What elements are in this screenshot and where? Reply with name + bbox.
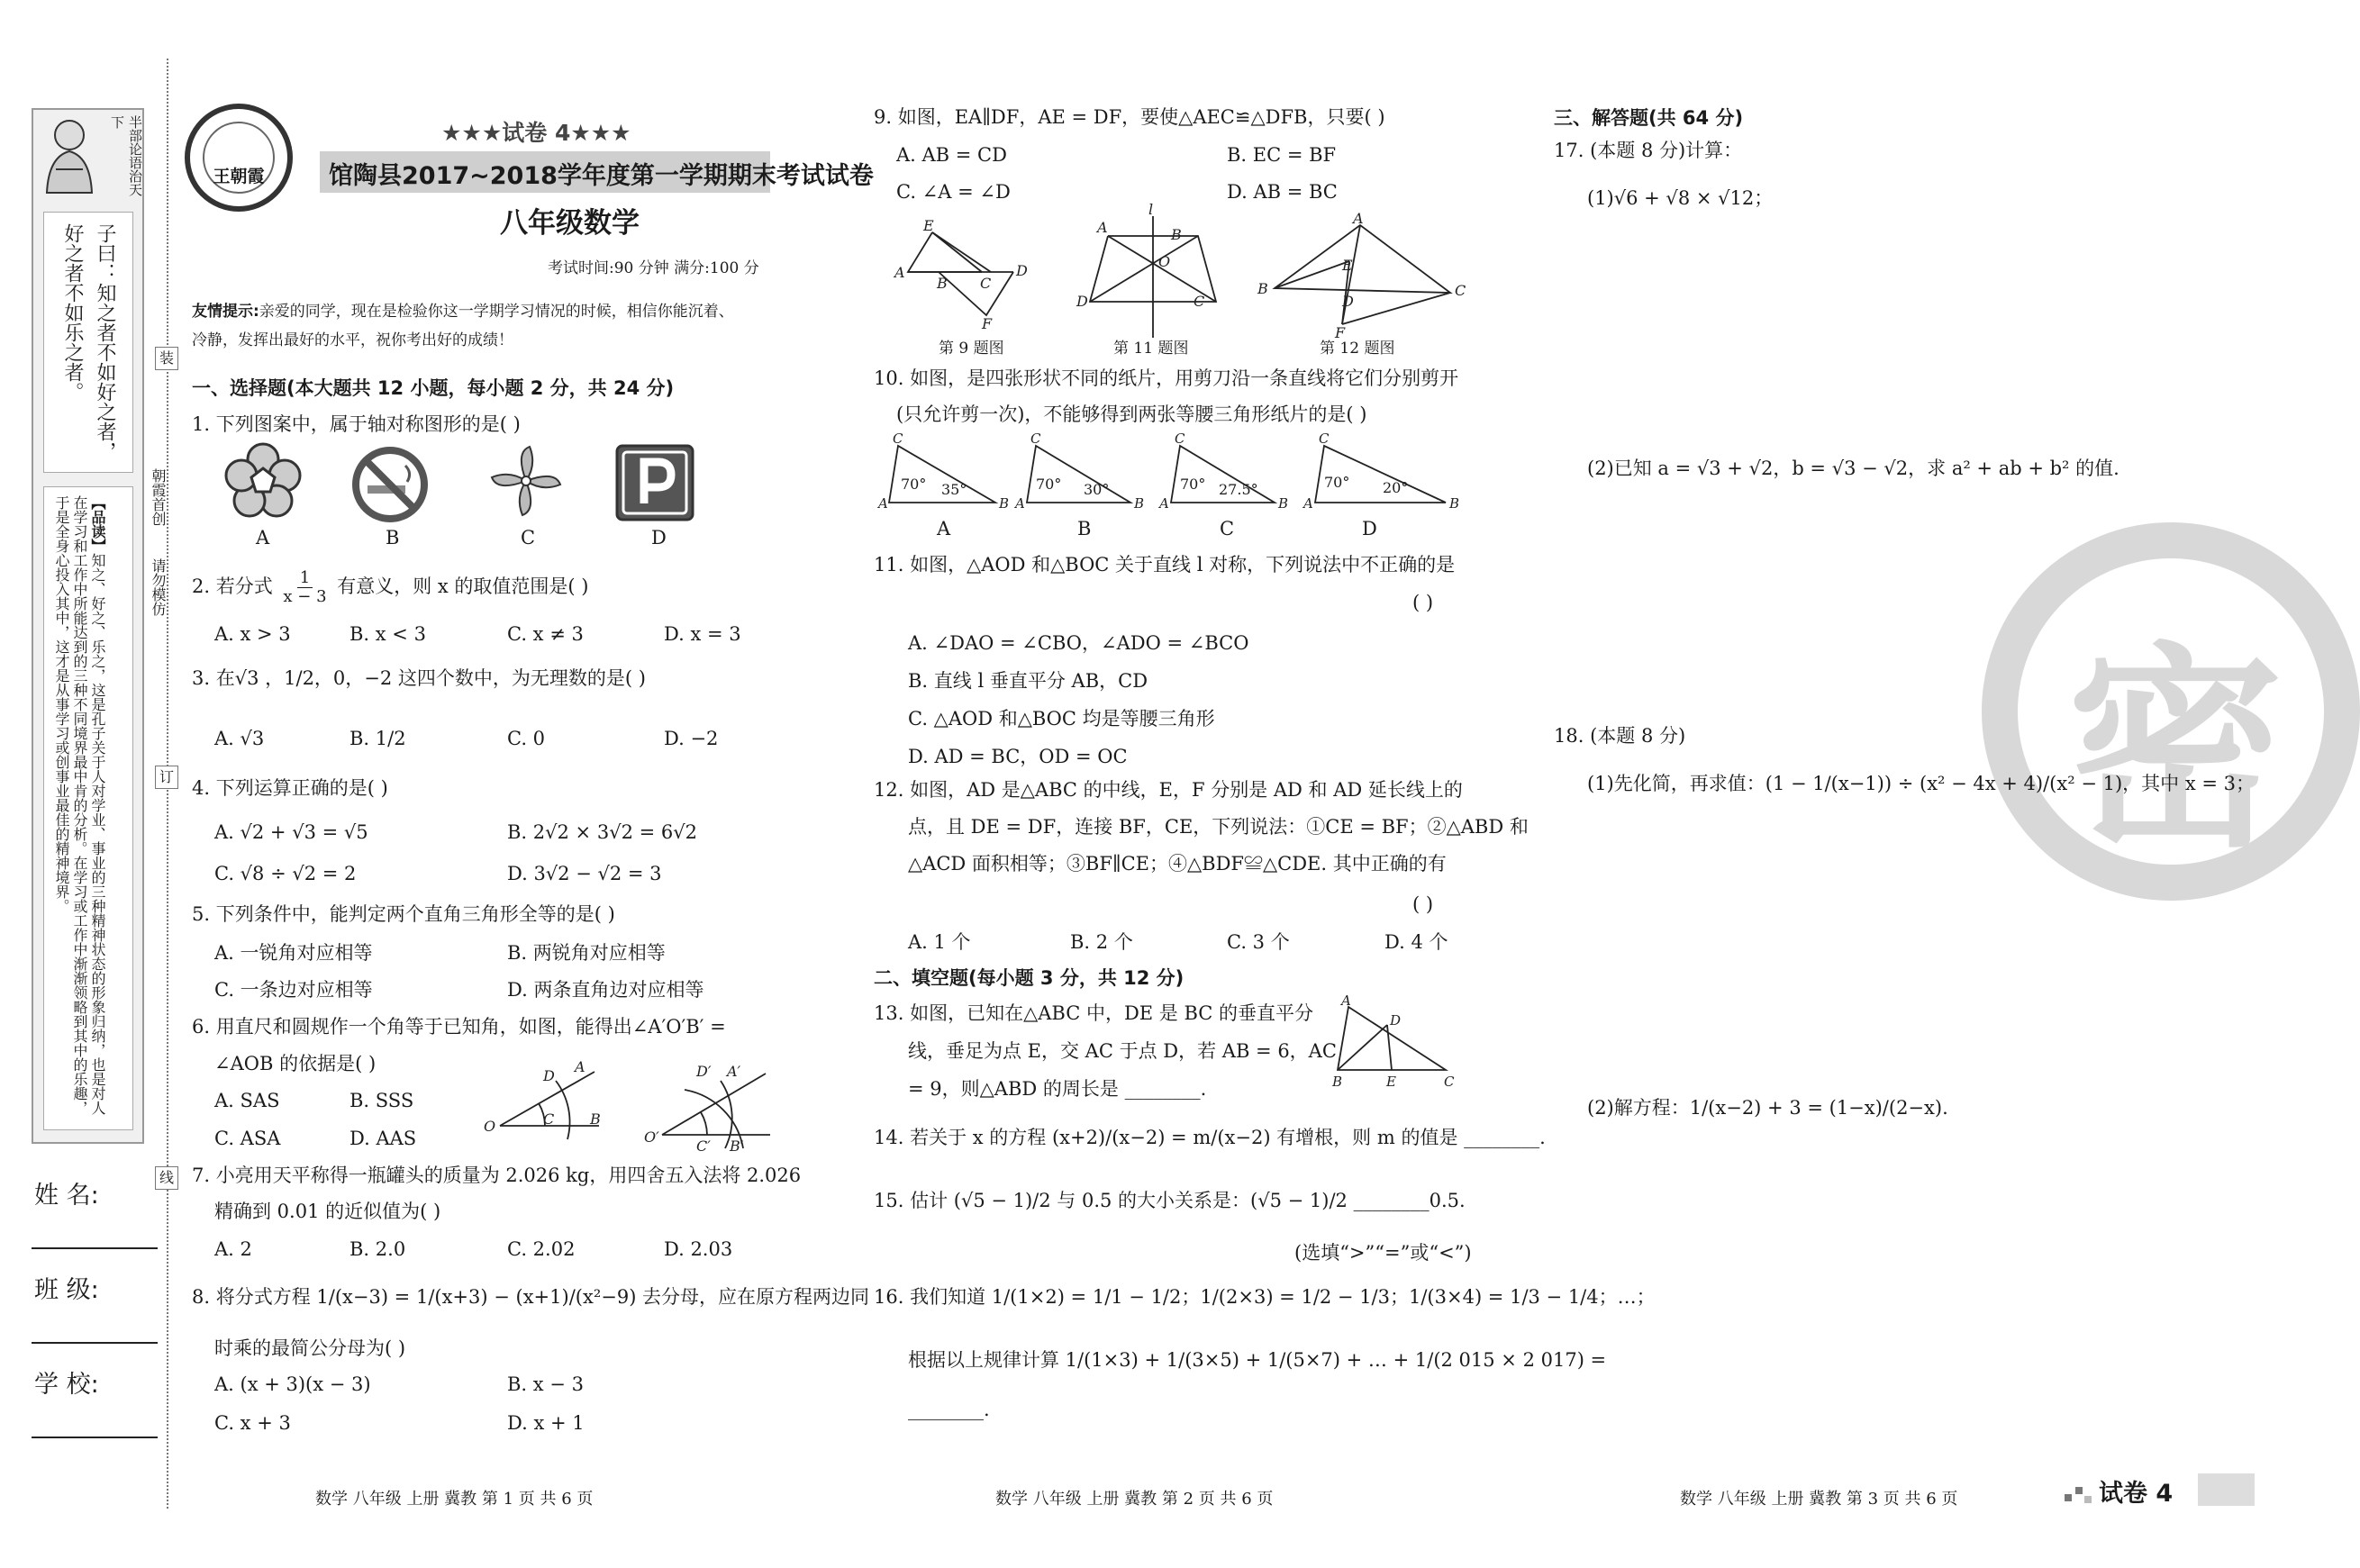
q8-option-c[interactable]: C. x + 3 [214,1412,291,1434]
q9-text: 9. 如图，EA∥DF，AE = DF，要使△AEC≌△DFB，只要( ) [874,106,1385,128]
svg-text:E: E [1342,257,1353,274]
q1-figure-d [615,444,694,526]
q4-option-a[interactable]: A. √2 + √3 = √5 [214,821,368,843]
svg-text:A: A [1353,210,1364,227]
q3-option-b[interactable]: B. 1/2 [349,728,406,749]
svg-text:O: O [484,1118,496,1135]
side-note-2: 请勿模仿 [150,558,167,616]
q5-option-d[interactable]: D. 两条直角边对应相等 [507,979,704,1001]
name-label: 姓 名: [34,1182,99,1210]
q7-option-b[interactable]: B. 2.0 [349,1238,406,1260]
q10-text-2: (只允许剪一次)，不能够得到两张等腰三角形纸片的是( ) [896,403,1367,425]
q6-option-d[interactable]: D. AAS [349,1128,417,1149]
side-note-1: 朝霞首创 [150,468,167,526]
q1-figure-c [488,443,564,523]
parking-sign-icon [615,444,694,521]
q12-paren: ( ) [1412,893,1434,915]
q3-option-c[interactable]: C. 0 [507,728,546,749]
q11-paren: ( ) [1412,592,1434,613]
svg-text:C: C [980,275,992,292]
svg-text:A: A [575,1058,585,1075]
logo [185,104,293,212]
footer-page-3: 数学 八年级 上册 冀教 第 3 页 共 6 页 [1680,1490,1958,1509]
svg-text:B: B [1449,495,1460,512]
q13-text-2: 线，垂足为点 E，交 AC 于点 D，若 AB = 6，AC [908,1040,1337,1062]
pinwheel-icon [488,443,564,519]
q10-angle-b2: 30° [1084,481,1110,498]
svg-text:C: C [543,1110,555,1128]
friendly-tip [192,297,804,355]
q9-option-c[interactable]: C. ∠A = ∠D [896,181,1011,203]
q11-option-d[interactable]: D. AD = BC，OD = OC [908,746,1128,767]
q18-heading: 18. (本题 8 分) [1554,725,1686,747]
svg-text:B: B [1134,495,1145,512]
q10-angle-c2: 27.5° [1219,481,1258,498]
q10-angle-b1: 70° [1036,476,1062,493]
q10-angle-a1: 70° [901,476,927,493]
q13-figure [1329,992,1464,1092]
svg-text:C: C [1175,431,1185,447]
tip-text-2: 冷静，发挥出最好的水平，祝你考出好的成绩！ [192,331,513,349]
q10-label-a: A [937,518,951,539]
q4-option-c[interactable]: C. √8 ÷ √2 = 2 [214,863,357,884]
q9-option-d[interactable]: D. AB = BC [1227,181,1338,203]
q1-figure-a [225,443,301,523]
q15-hint: (选填“>”“=”或“<”) [1294,1242,1472,1264]
q6-option-b[interactable]: B. SSS [349,1090,414,1111]
q11-option-a[interactable]: A. ∠DAO = ∠CBO，∠ADO = ∠BCO [908,632,1249,654]
svg-text:E: E [1386,1074,1396,1090]
q7-text-2: 精确到 0.01 的近似值为( ) [214,1201,441,1222]
svg-text:A: A [1303,495,1313,512]
svg-text:l: l [1148,201,1154,218]
q12-text-3: △ACD 面积相等；③BF∥CE；④△BDF≌△CDE. 其中正确的有 [908,853,1447,875]
q11-option-b[interactable]: B. 直线 l 垂直平分 AB，CD [908,670,1148,692]
svg-text:C: C [1194,293,1205,310]
q1-label-a: A [256,527,270,548]
q2-pre: 2. 若分式 [192,576,273,597]
svg-text:C: C [1030,431,1041,447]
svg-text:D′: D′ [696,1063,712,1080]
q3-option-a[interactable]: A. √3 [214,728,265,749]
q12-fig-label: 第 12 题图 [1320,340,1395,358]
svg-text:D: D [1076,293,1088,310]
q2-num: 1 [297,569,313,588]
q7-option-c[interactable]: C. 2.02 [507,1238,576,1260]
watermark-seal [1982,522,2360,901]
svg-text:A: A [1015,495,1025,512]
pindu-text [52,495,106,1126]
q5-option-a[interactable]: A. 一锐角对应相等 [214,942,373,964]
svg-text:B: B [1278,495,1289,512]
q2-den: x − 3 [283,587,327,606]
q6-option-a[interactable]: A. SAS [214,1090,280,1111]
confucius-quote: 子曰：知之者不如好之者，好之者不如乐之者。 [61,223,116,461]
svg-text:O: O [1158,253,1171,270]
q10-angle-d1: 70° [1324,474,1350,491]
subject-title: 八年级数学 [500,207,640,240]
flower-icon [225,443,301,519]
footer-tag-bar [2198,1473,2255,1506]
q10-angle-c1: 70° [1180,476,1206,493]
q12-option-b[interactable]: B. 2 个 [1070,931,1133,953]
svg-text:B: B [1257,280,1268,297]
q2-post: 有意义，则 x 的取值范围是( ) [337,576,589,597]
svg-text:A: A [1159,495,1169,512]
class-line[interactable] [32,1342,158,1344]
section-3-heading: 三、解答题(共 64 分) [1554,107,1744,129]
school-line[interactable] [32,1437,158,1438]
q9-option-b[interactable]: B. EC = BF [1227,144,1337,166]
q4-option-b[interactable]: B. 2√2 × 3√2 = 6√2 [507,821,697,843]
q1-text: 1. 下列图案中，属于轴对称图形的是( ) [192,413,521,435]
q6-text-2: ∠AOB 的依据是( ) [214,1053,377,1074]
q10-label-c: C [1220,518,1235,539]
q12-option-a[interactable]: A. 1 个 [908,931,971,953]
q7-option-a[interactable]: A. 2 [214,1238,252,1260]
q4-text: 4. 下列运算正确的是( ) [192,777,388,799]
q1-label-d: D [651,527,667,548]
q2-text [192,569,589,606]
class-label: 班 级: [34,1276,99,1304]
svg-text:B: B [1332,1074,1343,1090]
footer-paper-tag: 试卷 4 [2099,1480,2174,1508]
svg-text:F: F [982,315,993,332]
q17-part-2: (2)已知 a = √3 + √2，b = √3 − √2，求 a² + ab + b² 的值. [1587,458,2119,479]
q2-option-a[interactable]: A. x > 3 [214,623,291,645]
pindu-label: 【品读】 [89,495,106,553]
seal-char-1: 装 [155,347,178,370]
section-2-heading: 二、填空题(每小题 3 分，共 12 分) [874,967,1185,989]
school-label: 学 校: [34,1371,99,1399]
svg-text:D: D [1016,262,1028,279]
q7-option-d[interactable]: D. 2.03 [664,1238,733,1260]
logo-text: 王朝霞 [213,167,265,186]
svg-text:A: A [1341,992,1351,1009]
q9-option-a[interactable]: A. AB = CD [896,144,1007,166]
q13-text-3: = 9，则△ABD 的周长是 ________. [908,1078,1207,1100]
watermark-char: 密 [2067,624,2284,876]
svg-text:D: D [1390,1012,1402,1029]
svg-text:A: A [894,264,905,281]
q3-text: 3. 在√3 ，1/2，0，−2 这四个数中，为无理数的是( ) [192,667,646,689]
svg-text:B: B [937,275,948,292]
q6-figure [482,1058,793,1157]
q2-option-c[interactable]: C. x ≠ 3 [507,623,584,645]
svg-text:B′: B′ [730,1137,744,1155]
seal-char-2: 订 [155,766,178,789]
q17-heading: 17. (本题 8 分)计算： [1554,140,1743,161]
q8-option-b[interactable]: B. x − 3 [507,1373,584,1395]
footer-page-2: 数学 八年级 上册 冀教 第 2 页 共 6 页 [995,1490,1274,1509]
q10-label-b: B [1077,518,1092,539]
q15-text: 15. 估计 (√5 − 1)/2 与 0.5 的大小关系是：(√5 − 1)/2 ________0.5. [874,1190,1466,1211]
q7-text-1: 7. 小亮用天平称得一瓶罐头的质量为 2.026 kg，用四舍五入法将 2.026 [192,1165,802,1186]
q1-label-c: C [521,527,536,548]
q10-figures [878,432,1473,518]
q16-text-1: 16. 我们知道 1/(1×2) = 1/1 − 1/2；1/(2×3) = 1/2 − 1/3；1/(3×4) = 1/3 − 1/4；…； [874,1286,1656,1308]
q16-text-2: 根据以上规律计算 1/(1×3) + 1/(3×5) + 1/(5×7) + … + 1/(2 015 × 2 017) = [908,1349,1607,1371]
svg-text:C: C [1319,431,1330,447]
svg-text:F: F [1335,324,1346,341]
pindu-body: 知之、好之、乐之，这是孔子关于人对学业、事业的三种精神状态的形象归纳，也是对人在学习和工作中所能达到的三种不同境界最中肯的分析。在学习或工作中渐渐领略到其中的乐趣，于是全身心投入其中，这才是从事学习或创事业最佳的精神境界。 [53,495,106,1115]
svg-text:B: B [590,1110,601,1128]
q12-option-d[interactable]: D. 4 个 [1384,931,1448,953]
q6-text-1: 6. 用直尺和圆规作一个角等于已知角，如图，能得出∠A′O′B′ = [192,1016,726,1038]
name-line[interactable] [32,1247,158,1249]
q18-part-2: (2)解方程：1/(x−2) + 3 = (1−x)/(2−x). [1587,1097,1948,1119]
q11-option-c[interactable]: C. △AOD 和△BOC 均是等腰三角形 [908,708,1215,730]
q12-text-1: 12. 如图，AD 是△ABC 的中线，E，F 分别是 AD 和 AD 延长线上的 [874,779,1463,801]
q13-text-1: 13. 如图，已知在△ABC 中，DE 是 BC 的垂直平分 [874,1002,1314,1024]
q16-text-3: ________. [908,1399,990,1420]
svg-text:C: C [893,431,903,447]
svg-text:C: C [1455,282,1466,299]
svg-text:C′: C′ [696,1137,711,1155]
svg-text:B: B [999,495,1010,512]
q10-angle-a2: 35° [941,481,967,498]
q2-option-d[interactable]: D. x = 3 [664,623,741,645]
seal-char-3: 线 [155,1166,178,1190]
svg-text:A: A [878,495,888,512]
q2-fraction [280,569,329,606]
svg-text:E: E [923,217,934,234]
svg-text:D: D [543,1067,555,1084]
section-1-heading: 一、选择题(本大题共 12 小题，每小题 2 分，共 24 分) [192,377,675,399]
svg-text:A: A [1097,219,1108,236]
q9-fig-label: 第 9 题图 [939,340,1004,358]
motto: 半部论语治天下 [109,115,143,196]
exam-title: 馆陶县2017~2018学年度第一学期期末考试试卷 [329,162,874,190]
q8-option-d[interactable]: D. x + 1 [507,1412,585,1434]
q1-label-b: B [386,527,400,548]
footer-squares-icon [2063,1482,2093,1511]
q11-fig-label: 第 11 题图 [1113,340,1189,358]
tip-label: 友情提示: [192,303,259,321]
q12-option-c[interactable]: C. 3 个 [1227,931,1290,953]
paper-number: ★★★试卷 4★★★ [441,120,631,146]
q8-option-a[interactable]: A. (x + 3)(x − 3) [214,1373,371,1395]
q5-option-c[interactable]: C. 一条边对应相等 [214,979,373,1001]
time-info: 考试时间:90 分钟 满分:100 分 [548,259,759,277]
q4-option-d[interactable]: D. 3√2 − √2 = 3 [507,863,662,884]
q12-text-2: 点，且 DE = DF，连接 BF，CE，下列说法：①CE = BF；②△ABD 和 [908,816,1529,838]
svg-text:B: B [1171,226,1182,243]
q9-q11-q12-figures [892,201,1468,347]
tip-text-1: 亲爱的同学，现在是检验你这一学期学习情况的时候，相信你能沉着、 [259,303,734,321]
q3-option-d[interactable]: D. −2 [664,728,719,749]
q10-label-d: D [1362,518,1377,539]
svg-text:O′: O′ [644,1128,659,1146]
q8-text-2: 时乘的最简公分母为( ) [214,1337,406,1359]
q5-option-b[interactable]: B. 两锐角对应相等 [507,942,666,964]
footer-page-1: 数学 八年级 上册 冀教 第 1 页 共 6 页 [315,1490,594,1509]
svg-text:A′: A′ [727,1063,741,1080]
q8-text-1: 8. 将分式方程 1/(x−3) = 1/(x+3) − (x+1)/(x²−9) 去分母，应在原方程两边同 [192,1286,870,1308]
sage-figure [38,115,101,195]
q17-part-1: (1)√6 + √8 × √12； [1587,187,1774,209]
q14-text: 14. 若关于 x 的方程 (x+2)/(x−2) = m/(x−2) 有增根，则 m 的值是 ________. [874,1127,1546,1148]
q11-text: 11. 如图，△AOD 和△BOC 关于直线 l 对称，下列说法中不正确的是 [874,554,1456,576]
svg-text:C: C [1444,1074,1455,1090]
q10-text-1: 10. 如图，是四张形状不同的纸片，用剪刀沿一条直线将它们分别剪开 [874,367,1459,389]
svg-text:D: D [1342,293,1354,310]
q6-option-c[interactable]: C. ASA [214,1128,281,1149]
q10-angle-d2: 20° [1383,479,1409,496]
q18-part-1: (1)先化简，再求值：(1 − 1/(x−1)) ÷ (x² − 4x + 4)/(x² − 1)，其中 x = 3； [1587,773,2255,794]
no-smoking-icon [351,446,429,523]
q1-figure-b [351,446,429,528]
q5-text: 5. 下列条件中，能判定两个直角三角形全等的是( ) [192,903,615,925]
q2-option-b[interactable]: B. x < 3 [349,623,426,645]
